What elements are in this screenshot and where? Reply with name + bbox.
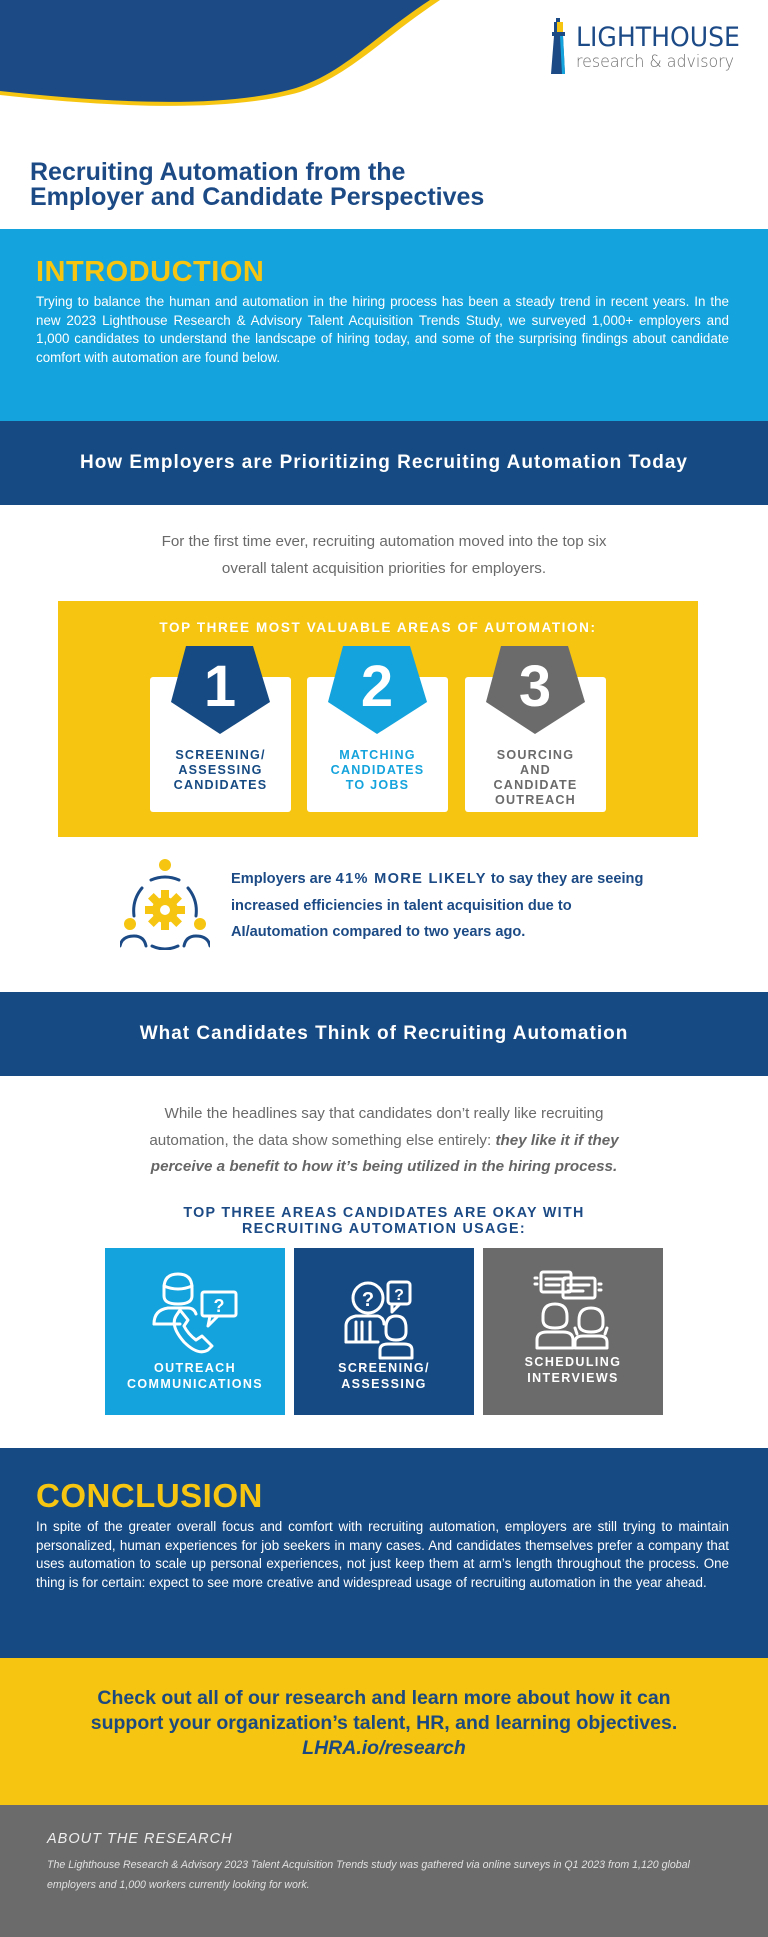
candidates-section-header (0, 992, 768, 1076)
svg-text:?: ? (213, 1296, 225, 1316)
research-link[interactable]: LHRA.io/research (302, 1737, 466, 1759)
lighthouse-tower-icon (548, 18, 570, 74)
candidate-area-tile-scheduling (483, 1248, 663, 1415)
lighthouse-logo[interactable] (548, 18, 758, 78)
svg-text:?: ? (394, 1287, 404, 1304)
schedule-people-icon (533, 1270, 613, 1350)
interview-questions-icon (344, 1280, 424, 1360)
top-automation-areas-panel (58, 601, 698, 837)
candidate-area-label-screening: SCREENING/ ASSESSING (338, 1361, 430, 1391)
candidate-area-label-scheduling: SCHEDULING INTERVIEWS (524, 1355, 622, 1385)
conclusion-heading: CONCLUSION (36, 1477, 263, 1514)
header (0, 0, 768, 229)
ranking-label-2: MATCHING CANDIDATES TO JOBS (330, 748, 425, 792)
rank-2-pentagon-icon (328, 646, 428, 734)
efficiency-stat: Employers are 41% MORE LIKELY to say they are seeing increased efficiencies in talent acquisition due to AI/automation compared to two years ago. (231, 871, 644, 940)
svg-text:2: 2 (360, 654, 394, 719)
conclusion-section (0, 1448, 768, 1658)
employers-section-header (0, 421, 768, 505)
employers-lead-line-2: overall talent acquisition priorities for employers. (221, 560, 547, 577)
candidate-areas-title: TOP THREE AREAS CANDIDATES ARE OKAY WITH RECRUITING AUTOMATION USAGE: (183, 1205, 585, 1237)
call-to-action-text: Check out all of our research and learn more about how it can support your organization’s talent, HR, and learning objectives. LHRA.io/research (40, 1686, 728, 1761)
page-title-line-1: Recruiting Automation from the (30, 158, 406, 186)
employers-section-title: How Employers are Prioritizing Recruiting Automation Today (79, 452, 688, 473)
top-automation-areas-title: TOP THREE MOST VALUABLE AREAS OF AUTOMATION: (159, 620, 597, 635)
introduction-body: Trying to balance the human and automation in the hiring process has been a steady trend in recent years. In the new 2023 Lighthouse Research & Advisory Talent Acquisition Trends Study, we surveyed 1,000+ employers and 1,000 candidates to understand the landscape of hiring today, and some of the surprising findings about candidate comfort with automation are found below. (36, 294, 729, 365)
candidates-lead: While the headlines say that candidates don’t really like recruiting automation, the data show something else entirely: they like it if they perceive a benefit to how it’s being utilized in the hiring process. (149, 1105, 619, 1175)
candidate-area-tile-screening (294, 1248, 474, 1415)
candidates-section-title: What Candidates Think of Recruiting Automation (139, 1023, 629, 1044)
svg-text:?: ? (361, 1289, 375, 1311)
team-gear-icon (120, 858, 210, 950)
rank-1-pentagon-icon (171, 646, 271, 734)
about-the-research-footer (0, 1805, 768, 1937)
about-body: The Lighthouse Research & Advisory 2023 Talent Acquisition Trends study was gathered via online surveys in Q1 2023 from 1,120 global employers and 1,000 workers currently looking for work. (47, 1859, 690, 1891)
conclusion-body: In spite of the greater overall focus and comfort with recruiting automation, employers are still trying to maintain personalized, human experiences for job seekers in many cases. And candidates themselves prefer a company that uses automation to scale up personal experiences, not just keep them at arm’s length throughout the process. One thing is for certain: expect to see more creative and widespread usage of recruiting automation in the year ahead. (36, 1519, 729, 1590)
about-heading: ABOUT THE RESEARCH (47, 1831, 233, 1847)
logo-wordmark: LIGHTHOUSE (576, 22, 740, 53)
candidate-area-label-outreach: OUTREACH COMMUNICATIONS (126, 1361, 264, 1391)
introduction-heading: INTRODUCTION (36, 256, 265, 288)
page-title-line-2: Employer and Candidate Perspectives (30, 183, 485, 211)
candidate-area-tile-outreach (105, 1248, 285, 1415)
svg-text:1: 1 (203, 654, 237, 719)
ranking-label-3: SOURCING AND CANDIDATE OUTREACH (493, 748, 578, 807)
phone-call-question-icon (150, 1270, 240, 1355)
employers-lead (84, 528, 684, 582)
ranking-label-1: SCREENING/ ASSESSING CANDIDATES (173, 748, 268, 792)
page-title (30, 160, 730, 210)
logo-tagline: research & advisory (576, 52, 735, 72)
introduction-section (0, 229, 768, 421)
svg-text:3: 3 (518, 654, 552, 719)
call-to-action-section (0, 1658, 768, 1805)
efficiency-stat-highlight: 41% MORE LIKELY (335, 871, 487, 887)
employers-lead-line-1: For the first time ever, recruiting automation moved into the top six (161, 533, 607, 550)
rank-3-pentagon-icon (486, 646, 586, 734)
